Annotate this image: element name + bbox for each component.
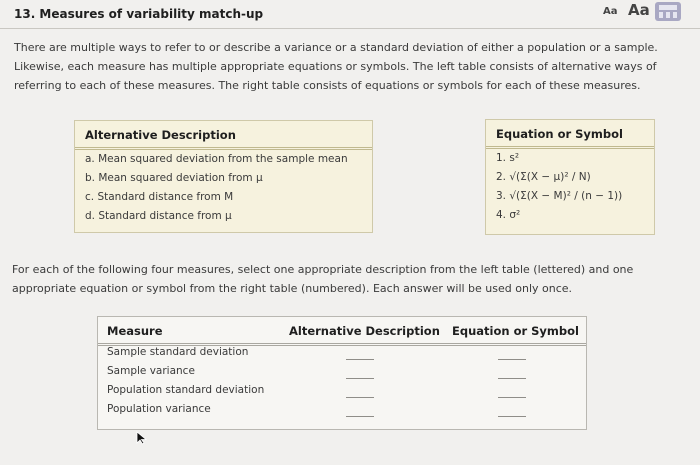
symbol-item-1: 1. s² xyxy=(496,152,520,164)
calculator-icon[interactable] xyxy=(655,2,681,21)
description-answer-blank[interactable] xyxy=(346,363,374,379)
description-answer-blank[interactable] xyxy=(346,401,374,417)
symbol-answer-blank[interactable] xyxy=(498,363,526,379)
answer-row xyxy=(98,344,586,363)
description-item-b: b. Mean squared deviation from μ xyxy=(85,172,263,184)
answer-row xyxy=(98,401,586,420)
symbol-table xyxy=(485,119,655,235)
symbol-column-header: Equation or Symbol xyxy=(452,324,579,338)
description-column-header: Alternative Description xyxy=(289,324,440,338)
answer-row xyxy=(98,382,586,401)
answer-table xyxy=(97,316,587,430)
instructions-paragraph: For each of the following four measures, select one appropriate description from the left table (lettered) and one appropriate equation or symbol from the right table (numbered). Each answer will be used only once. xyxy=(12,263,634,295)
mouse-cursor-icon xyxy=(136,431,148,445)
question-header xyxy=(0,0,700,29)
description-table xyxy=(74,120,373,233)
question-title: 13. Measures of variability match-up xyxy=(14,7,264,21)
measure-label: Sample standard deviation xyxy=(107,346,249,358)
symbol-answer-blank[interactable] xyxy=(498,344,526,360)
description-item-d: d. Standard distance from μ xyxy=(85,210,232,222)
intro-paragraph: There are multiple ways to refer to or describe a variance or a standard deviation of either a population or a sample. Likewise, each measure has multiple appropriate equations or symbols. The left table consists of alternative ways of referring to each of these measures. The right table consists of equations or symbols for each of these measures. xyxy=(14,41,658,92)
measure-label: Sample variance xyxy=(107,365,195,377)
symbol-answer-blank[interactable] xyxy=(498,401,526,417)
symbol-answer-blank[interactable] xyxy=(498,382,526,398)
description-item-c: c. Standard distance from M xyxy=(85,191,234,203)
description-answer-blank[interactable] xyxy=(346,382,374,398)
description-answer-blank[interactable] xyxy=(346,344,374,360)
description-table-header: Alternative Description xyxy=(75,121,372,150)
answer-row xyxy=(98,363,586,382)
description-item-a: a. Mean squared deviation from the sample mean xyxy=(85,153,348,165)
symbol-item-2: 2. √(Σ(X − μ)² / N) xyxy=(496,171,591,183)
measure-column-header: Measure xyxy=(107,324,163,338)
symbol-table-header: Equation or Symbol xyxy=(486,120,654,149)
measure-label: Population variance xyxy=(107,403,211,415)
symbol-item-3: 3. √(Σ(X − M)² / (n − 1)) xyxy=(496,190,623,202)
decrease-font-button[interactable]: Aa xyxy=(603,6,618,17)
symbol-item-4: 4. σ² xyxy=(496,209,521,221)
increase-font-button[interactable]: Aa xyxy=(628,1,650,19)
answer-table-header xyxy=(98,317,586,346)
measure-label: Population standard deviation xyxy=(107,384,265,396)
